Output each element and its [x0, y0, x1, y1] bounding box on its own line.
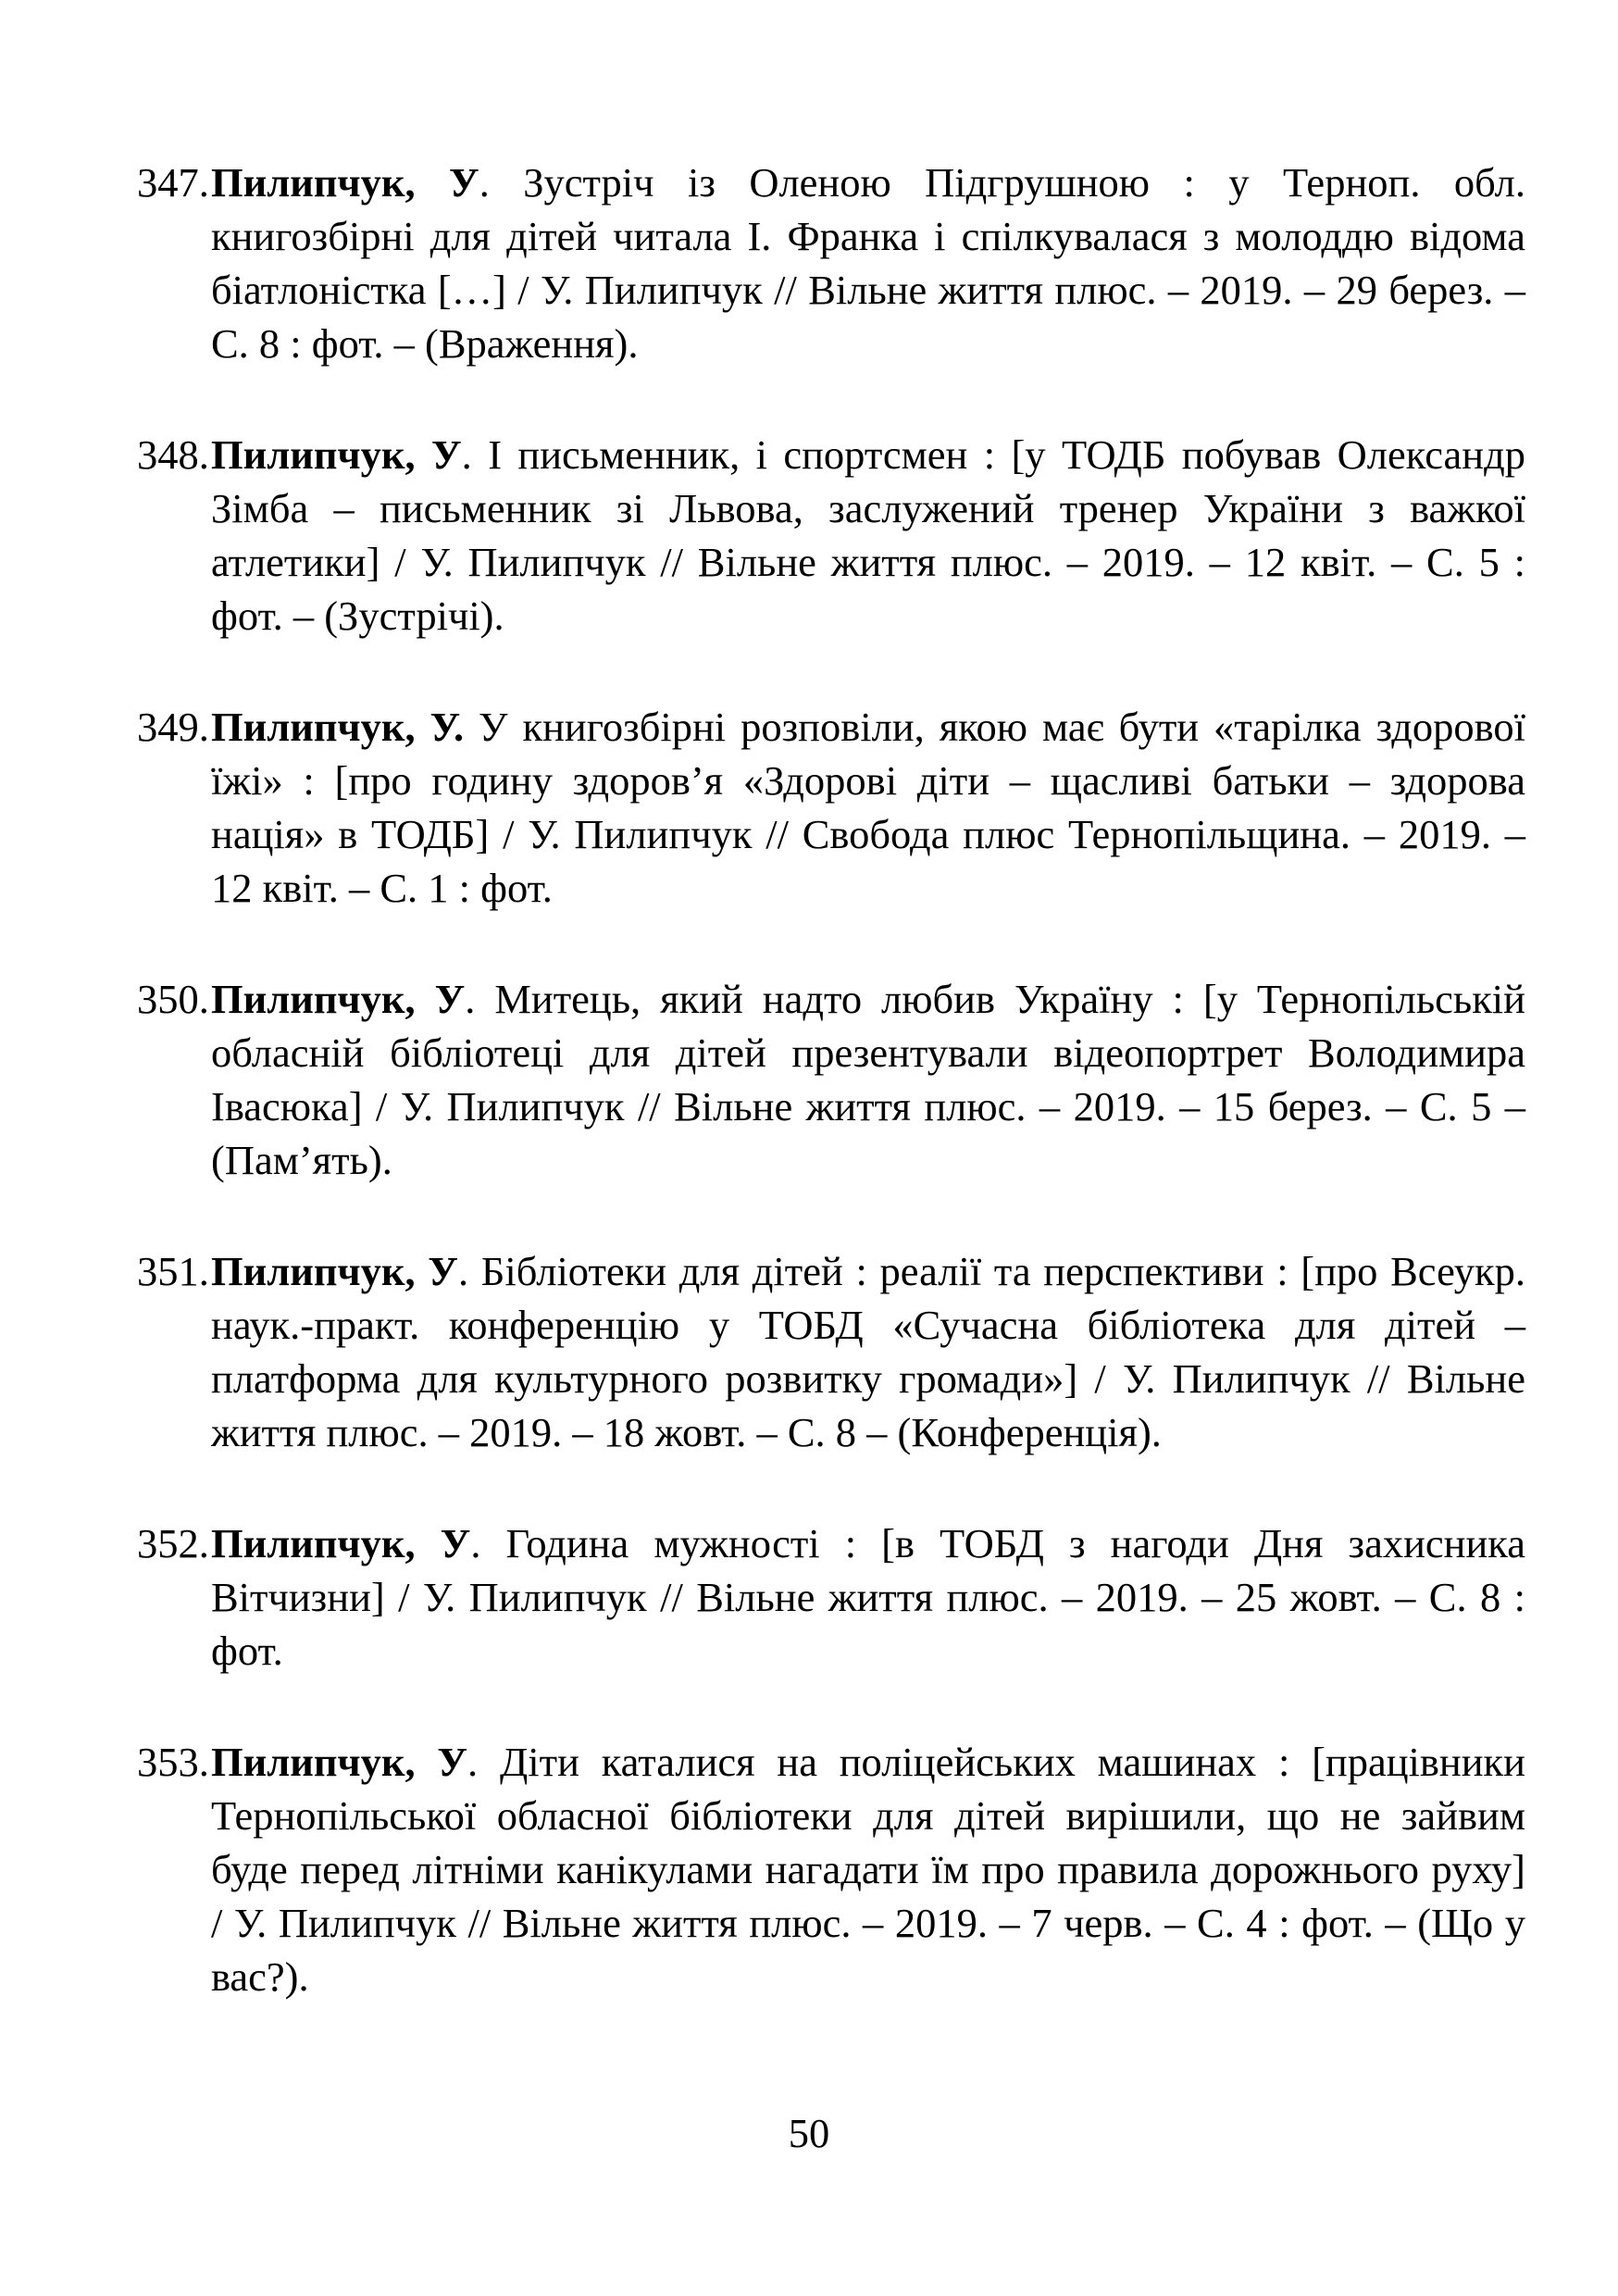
- entry-number: 348.: [137, 431, 209, 478]
- bibliography-entry: [137, 1735, 1525, 2003]
- entry-number: 351.: [137, 1248, 209, 1294]
- bibliography-entry: [137, 156, 1525, 370]
- entry-text: . Бібліотеки для дітей : реалії та перспективи : [про Всеукр. наук.-практ. конференцію у ТОБД «Сучасна бібліотека для дітей – платформа для культурного розвитку громади»] / У. Пилипчук // Вільне життя плюс. – 2019. – 18 жовт. – С. 8 – (Конференція).: [211, 1248, 1525, 1455]
- bibliography-list: [137, 156, 1525, 2061]
- page-number: 50: [788, 2110, 830, 2156]
- entry-author: Пилипчук, У: [211, 1739, 468, 1785]
- entry-author: Пилипчук, У: [211, 976, 466, 1022]
- bibliography-entry: [137, 1516, 1525, 1678]
- entry-author: Пилипчук, У: [211, 431, 462, 478]
- entry-number: 350.: [137, 976, 209, 1022]
- entry-author: Пилипчук, У.: [211, 704, 465, 750]
- entry-text: У книгозбірні розповіли, якою має бути «тарілка здорової їжі» : [про годину здоров’я «Здорові діти – щасливі батьки – здорова нація» в ТОДБ] / У. Пилипчук // Свобода плюс Тернопільщина. – 2019. – 12 квіт. – С. 1 : фот.: [211, 704, 1525, 911]
- bibliography-entry: [137, 700, 1525, 915]
- entry-text: . Година мужності : [в ТОБД з нагоди Дня захисника Вітчизни] / У. Пилипчук // Вільне життя плюс. – 2019. – 25 жовт. – С. 8 : фот.: [211, 1520, 1525, 1674]
- bibliography-entry: [137, 1244, 1525, 1459]
- bibliography-entry: [137, 428, 1525, 643]
- entry-author: Пилипчук, У: [211, 1248, 458, 1294]
- bibliography-entry: [137, 972, 1525, 1187]
- entry-author: Пилипчук, У: [211, 1520, 471, 1566]
- entry-author: Пилипчук, У: [211, 159, 479, 206]
- entry-text: . Діти каталися на поліцейських машинах : [працівники Тернопільської обласної бібліотеки для дітей вирішили, що не зайвим буде перед літніми канікулами нагадати їм про правила дорожнього руху] / У. Пилипчук // Вільне життя плюс. – 2019. – 7 черв. – С. 4 : фот. – (Що у вас?).: [211, 1739, 1525, 2000]
- entry-text: . Зустріч із Оленою Підгрушною : у Терноп. обл. книгозбірні для дітей читала І. Франка і спілкувалася з молоддю відома біатлоністка […] / У. Пилипчук // Вільне життя плюс. – 2019. – 29 берез. – С. 8 : фот. – (Враження).: [211, 159, 1525, 367]
- entry-number: 352.: [137, 1520, 209, 1566]
- entry-number: 349.: [137, 704, 209, 750]
- entry-text: . Митець, який надто любив Україну : [у Тернопільській обласній бібліотеці для дітей презентували відеопортрет Володимира Івасюка] / У. Пилипчук // Вільне життя плюс. – 2019. – 15 берез. – С. 5 – (Пам’ять).: [211, 976, 1525, 1183]
- entry-number: 353.: [137, 1739, 209, 1785]
- entry-text: . І письменник, і спортсмен : [у ТОДБ побував Олександр Зімба – письменник зі Львова, заслужений тренер України з важкої атлетики] / У. Пилипчук // Вільне життя плюс. – 2019. – 12 квіт. – С. 5 : фот. – (Зустрічі).: [211, 431, 1525, 639]
- entry-number: 347.: [137, 159, 209, 206]
